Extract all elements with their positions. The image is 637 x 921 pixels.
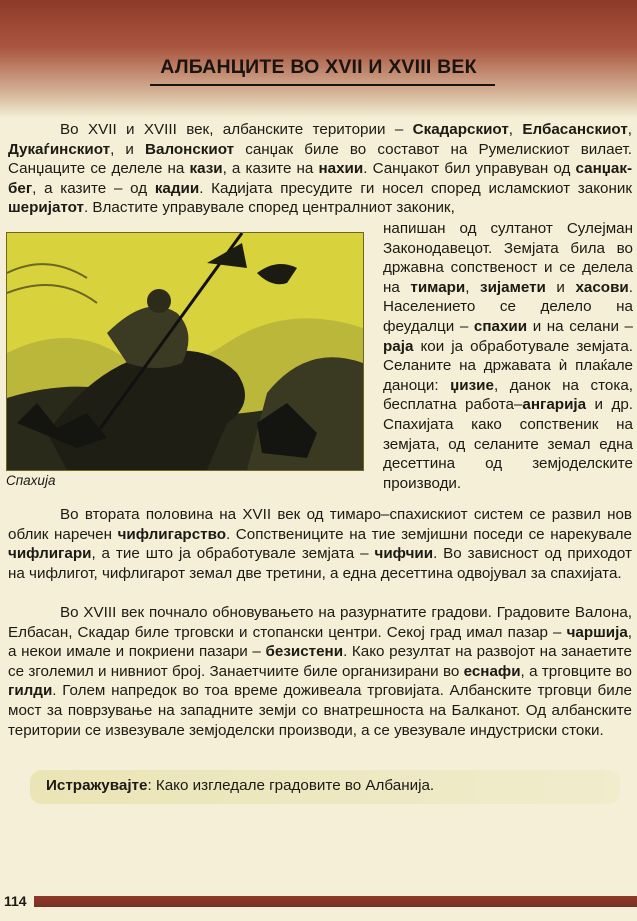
text-run: напишан од султанот Сулејман Законодавецот. Земјата била во државна сопственост и се делела на (383, 220, 633, 296)
text-run: . Санџакот бил управуван од (363, 160, 576, 178)
text-run: , (627, 121, 632, 138)
term-hasovi: хасови (575, 278, 629, 296)
right-column-text (383, 219, 633, 493)
title-underline (150, 84, 495, 86)
term-sandzak-beg: санџак-бег (8, 160, 633, 197)
text-run: и др. Спахијата како сопственик на земјата, од селаните земал една десеттина од земјоделските производи. (383, 396, 633, 492)
term-valona: Валонскиот (145, 140, 235, 158)
term-dukagjin: Дукаѓинскиот (8, 140, 111, 158)
term-chifligari: чифлигари (8, 545, 92, 563)
text-run: , (465, 278, 481, 296)
term-sherijat: шеријатот (8, 199, 84, 217)
term-gildi: гилди (8, 682, 53, 700)
text-run: Во втората половина на XVII век од тимаро–спахискиот систем се развил нов облик наречен (8, 506, 632, 543)
text-run: Во XVIII век почнало обновувањето на разурнатите градови. Градовите Валона, Елбасан, Скадар биле трговски и стопански центри. Секој град имал пазар – (8, 604, 632, 641)
term-timari: тимари (410, 278, 466, 296)
text-run: . Голем напредок во тоа време доживеала трговијата. Албанските трговци биле мост за поврзување на западните земји со внатрешноста на Балканот. Од албанските територии се извезувале земјоделски производи, а се увезувале индустриски стоки. (8, 682, 632, 739)
page-number: 114 (4, 893, 27, 909)
text-run: , а трговците во (520, 662, 632, 680)
text-run: , а казите на (222, 160, 319, 178)
text-run: и (545, 278, 576, 296)
term-esnafi: еснафи (463, 662, 521, 680)
cities-paragraph (8, 603, 632, 740)
term-chifligarstvo: чифлигарство (117, 525, 226, 543)
footer-bar (34, 896, 637, 907)
term-skadar: Скадарскиот (412, 121, 509, 138)
text-run: , и (110, 140, 146, 158)
illustration-caption: Спахија (6, 473, 56, 488)
text-run: , а казите – од (32, 179, 155, 197)
text-run: санџак биле во составот на Румелискиот вилает. Санџаците се делеле на (8, 140, 632, 178)
chiflig-paragraph (8, 505, 632, 583)
term-angarija: ангарија (522, 396, 587, 414)
text-run: кои ја обработувале земјата. Селаните на државата ѝ плаќале даноци: (383, 337, 633, 394)
page-title: АЛБАНЦИТЕ ВО XVII И XVIII ВЕК (160, 56, 477, 78)
term-dzizie: џизие (450, 376, 494, 394)
term-elbasan: Елбасанскиот (522, 121, 628, 138)
term-kadii: кадии (154, 179, 200, 197)
term-chifchii: чифчии (374, 545, 434, 563)
text-run: . Населението се делело на феудалци – (383, 278, 633, 335)
task-label: Истражувајте (46, 777, 148, 794)
task-question: : Како изгледале градовите во Албанија. (147, 777, 435, 794)
text-run: . Како резултат на развојот на занаетите се зголемил и нивниот број. Занаетчиите биле организирани во (8, 643, 633, 680)
text-run: , данок на стока, бесплатна работа– (383, 376, 633, 414)
text-run: , а тие што ја обработувале земјата – (91, 545, 375, 563)
text-run: . Во зависност од приходот на чифлигот, чифлигарот земал две третини, а една десеттина одвојувал за спахијата. (8, 545, 632, 582)
term-spahii: спахии (473, 317, 528, 335)
term-zijameti: зијамети (480, 278, 546, 296)
task-text (46, 777, 434, 794)
intro-paragraph (8, 120, 632, 218)
text-run: , а некои имале и покриени пазари – (8, 623, 632, 661)
text-run: , (508, 121, 523, 138)
term-nahii: нахии (318, 160, 364, 178)
term-kazi: кази (189, 160, 223, 178)
text-run: . Кадијата пресудите ги носел според исламскиот законик (199, 179, 632, 197)
spahi-illustration (6, 232, 364, 471)
term-charshija: чаршија (566, 623, 628, 641)
term-bezisteni: безистени (265, 643, 344, 661)
term-raja: раја (383, 337, 414, 355)
text-run: и на селани – (527, 317, 633, 335)
text-run: . Властите управувале според централниот законик, (83, 199, 455, 217)
text-run: Во XVII и XVIII век, албанските територии – (60, 121, 413, 138)
text-run: . Сопствениците на тие земјишни поседи се нарекувале (226, 525, 632, 543)
